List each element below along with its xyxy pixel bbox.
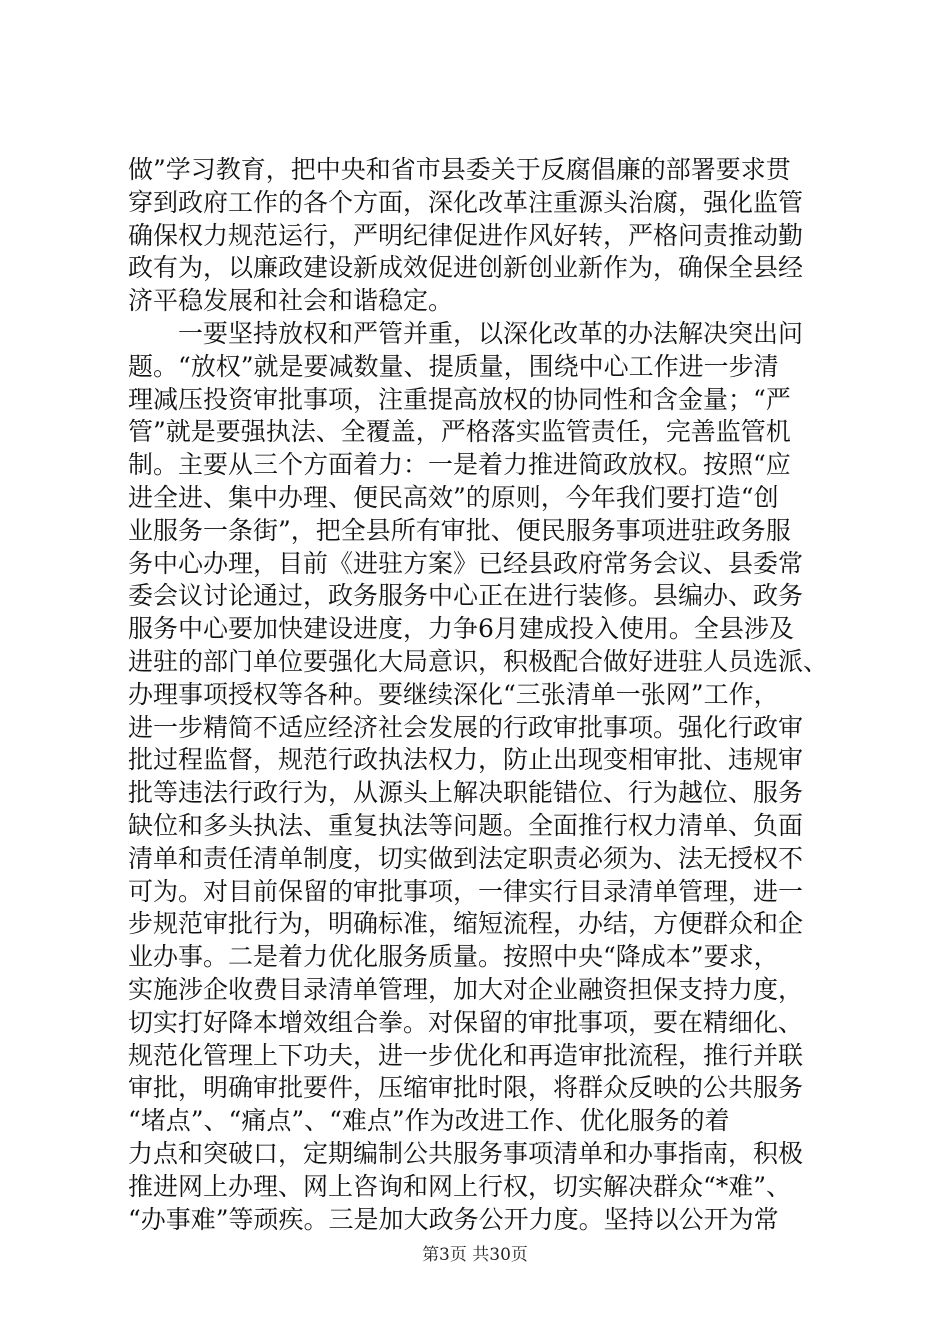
text-line: 做”学习教育，把中央和省市县委关于反腐倡廉的部署要求贯 (128, 155, 791, 184)
text-line: 政有为，以廉政建设新成效促进创新创业新作为，确保全县经 (128, 253, 804, 283)
text-line: 实施涉企收费目录清单管理，加大对企业融资担保支持力度， (128, 974, 804, 1004)
text-line: 切实打好降本增效组合拳。对保留的审批事项，要在精细化、 (128, 1007, 804, 1037)
text-line: 服务中心要加快建设进度，力争6月建成投入使用。全县涉及 (128, 614, 794, 644)
text-line: 推进网上办理、网上咨询和网上行权，切实解决群众“*难”、 (128, 1171, 792, 1201)
text-line: 步规范审批行为，明确标准，缩短流程，办结，方便群众和企 (128, 909, 804, 939)
page-number-footer: 第3页 共30页 (422, 1245, 528, 1265)
text-line: 制。主要从三个方面着力：一是着力推进简政放权。按照“应 (128, 450, 791, 480)
text-line: 管”就是要强执法、全覆盖，严格落实监管责任，完善监管机 (128, 417, 791, 447)
text-line: 办理事项授权等各种。要继续深化“三张清单一张网”工作， (128, 679, 779, 709)
text-line: “堵点”、“痛点”、“难点”作为改进工作、优化服务的着 (128, 1106, 730, 1136)
text-line: 题。“放权”就是要减数量、提质量，围绕中心工作进一步清 (128, 351, 779, 381)
text-line: 力点和突破口，定期编制公共服务事项清单和办事指南，积极 (128, 1138, 804, 1168)
text-line: 确保权力规范运行，严明纪律促进作风好转，严格问责推动勤 (128, 220, 804, 250)
text-line: 可为。对目前保留的审批事项，一律实行目录清单管理，进一 (128, 876, 804, 906)
text-line: 缺位和多头执法、重复执法等问题。全面推行权力清单、负面 (128, 810, 804, 840)
text-line: 业服务一条街”，把全县所有审批、便民服务事项进驻政务服 (128, 515, 791, 545)
paragraph-start-line: 一要坚持放权和严管并重，以深化改革的办法解决突出问 (178, 318, 804, 348)
text-line: 批过程监督，规范行政执法权力，防止出现变相审批、违规审 (128, 745, 804, 775)
text-line: 审批，明确审批要件，压缩审批时限，将群众反映的公共服务 (128, 1073, 804, 1103)
text-line: 清单和责任清单制度，切实做到法定职责必须为、法无授权不 (128, 843, 804, 873)
text-line: 规范化管理上下功夫，进一步优化和再造审批流程，推行并联 (128, 1040, 804, 1070)
text-line: 批等违法行政行为，从源头上解决职能错位、行为越位、服务 (128, 778, 804, 808)
text-line: 进一步精简不适应经济社会发展的行政审批事项。强化行政审 (128, 712, 804, 742)
text-line: 进驻的部门单位要强化大局意识，积极配合做好进驻人员选派、 (128, 646, 829, 676)
text-line: 务中心办理，目前《进驻方案》已经县政府常务会议、县委常 (128, 548, 804, 578)
text-line: 济平稳发展和社会和谐稳定。 (128, 286, 454, 316)
text-line: 业办事。二是着力优化服务质量。按照中央“降成本”要求， (128, 942, 779, 972)
text-line: “办事难”等顽疾。三是加大政务公开力度。坚持以公开为常 (128, 1204, 779, 1234)
text-line: 穿到政府工作的各个方面，深化改革注重源头治腐，强化监管 (128, 187, 804, 217)
body-text (128, 154, 828, 1236)
text-line: 进全进、集中办理、便民高效”的原则，今年我们要打造“创 (128, 482, 779, 512)
text-line: 理减压投资审批事项，注重提高放权的协同性和含金量；“严 (128, 384, 791, 414)
text-line: 委会议讨论通过，政务服务中心正在进行装修。县编办、政务 (128, 581, 804, 611)
